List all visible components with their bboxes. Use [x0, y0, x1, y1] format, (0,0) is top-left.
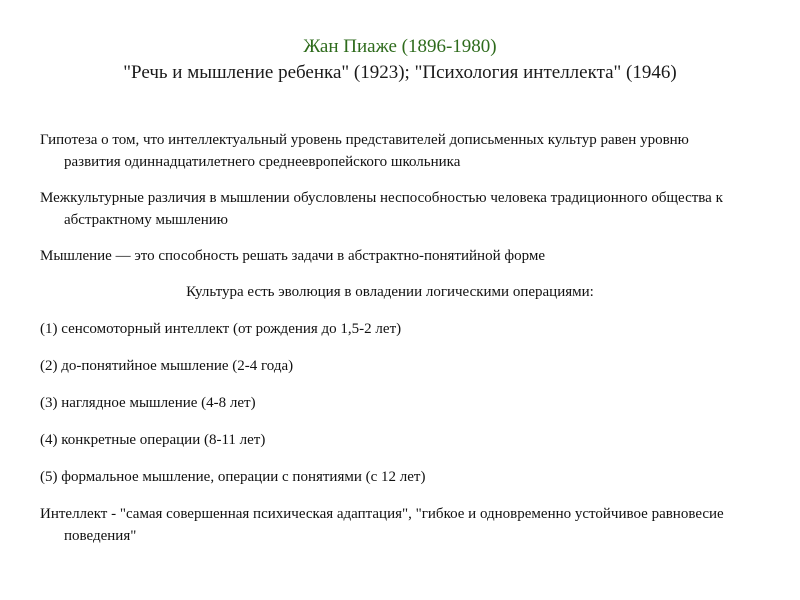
slide-title	[0, 34, 800, 86]
stage-item-2: (2) до-понятийное мышление (2-4 года)	[40, 358, 294, 374]
intellect-definition-paragraph: Интеллект - "самая совершенная психическая адаптация", "гибкое и одновременно устойчивое равновесие поведения"	[40, 506, 724, 544]
cultural-differences-paragraph: Межкультурные различия в мышлении обусловлены неспособностью человека традиционного общества к абстрактному мышлению	[40, 190, 723, 228]
works-heading: "Речь и мышление ребенка" (1923); "Психология интеллекта" (1946)	[123, 62, 677, 83]
slide-content	[40, 129, 740, 547]
stage-item-3: (3) наглядное мышление (4-8 лет)	[40, 395, 256, 411]
thinking-definition-paragraph: Мышление — это способность решать задачи в абстрактно-понятийной форме	[40, 248, 545, 264]
stage-item-5: (5) формальное мышление, операции с понятиями (с 12 лет)	[40, 469, 426, 485]
stage-item-1: (1) сенсомоторный интеллект (от рождения до 1,5-2 лет)	[40, 321, 402, 337]
stage-item-4: (4) конкретные операции (8-11 лет)	[40, 432, 266, 448]
culture-statement-paragraph: Культура есть эволюция в овладении логическими операциями:	[186, 284, 594, 300]
author-heading: Жан Пиаже (1896-1980)	[303, 36, 497, 57]
hypothesis-paragraph: Гипотеза о том, что интеллектуальный уровень представителей дописьменных культур равен уровню развития одиннадцатилетнего среднеевропейского школьника	[40, 132, 689, 170]
